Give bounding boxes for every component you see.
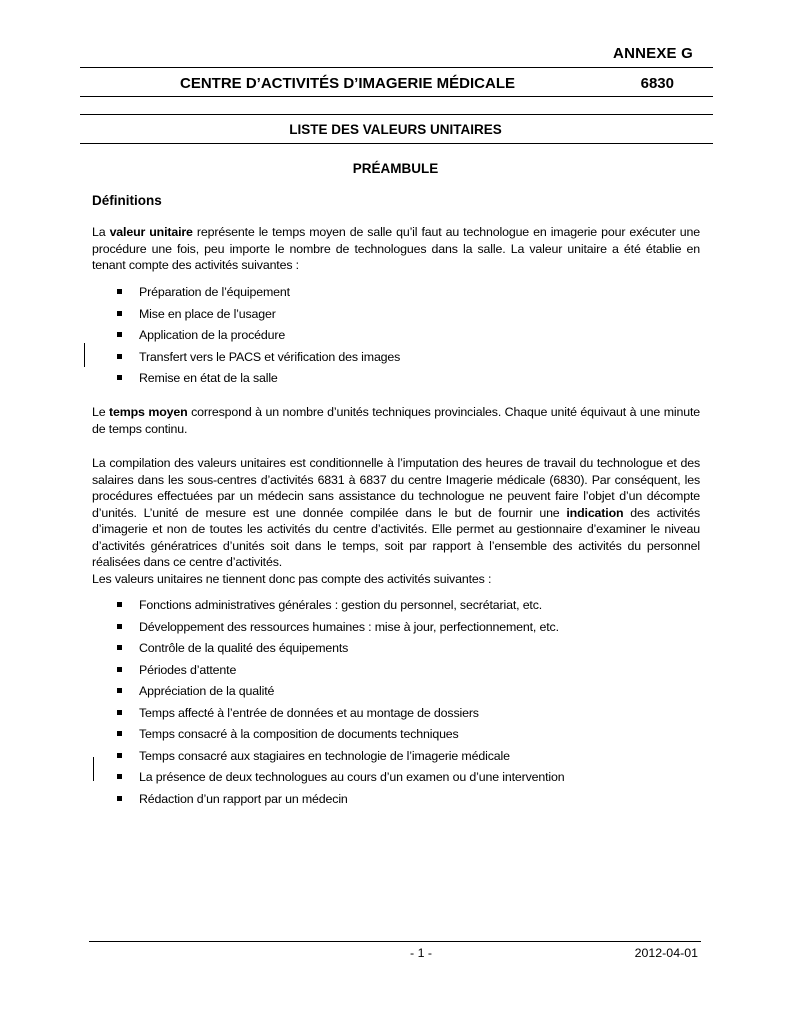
page-number: - 1 - — [410, 946, 433, 960]
definitions-heading: Définitions — [92, 193, 162, 208]
bullet-icon — [117, 624, 122, 629]
list-item — [117, 597, 697, 619]
activities-excluded-list — [117, 597, 697, 812]
list-item — [117, 370, 697, 392]
bullet-icon — [117, 774, 122, 779]
annexe-label: ANNEXE G — [613, 45, 693, 62]
para3-part2: des activités d’imagerie et non de toutes les activités du centre d’activités. Elle permet au gestionnaire d’examiner le niveau d’activités génératrices d’unités soit dans le temps, soit par rapport à l’ensemble des activités du personnel réalisées dans ce centre d’activités. — [92, 505, 700, 569]
bullet-icon — [117, 311, 122, 316]
section-title: LISTE DES VALEURS UNITAIRES — [289, 122, 502, 137]
list-item — [117, 640, 697, 662]
revision-date: 2012-04-01 — [634, 946, 698, 960]
footer-rule — [89, 941, 701, 942]
list-item — [117, 705, 697, 727]
list-item — [117, 748, 697, 770]
para2-rest: correspond à un nombre d’unités techniques provinciales. Chaque unité équivaut à une minute de temps continu. — [92, 405, 700, 436]
bullet-icon — [117, 710, 122, 715]
list-item-text: Développement des ressources humaines : mise à jour, perfectionnement, etc. — [139, 619, 559, 634]
list-item — [117, 619, 697, 641]
list-item — [117, 791, 697, 813]
bullet-icon — [117, 602, 122, 607]
paragraph-valeur-unitaire — [92, 224, 700, 274]
list-item — [117, 284, 697, 306]
bullet-icon — [117, 753, 122, 758]
list-item-text: Transfert vers le PACS et vérification des images — [139, 349, 401, 364]
list-item-text: Préparation de l’équipement — [139, 285, 290, 299]
list-item-text: Fonctions administratives générales : gestion du personnel, secrétariat, etc. — [139, 598, 543, 612]
list-item-text: Mise en place de l’usager — [139, 306, 276, 321]
paragraph-compilation — [92, 455, 700, 571]
bullet-icon — [117, 332, 122, 337]
list-item-text: La présence de deux technologues au cours d’un examen ou d’une intervention — [139, 770, 565, 784]
list-item-text: Contrôle de la qualité des équipements — [139, 641, 349, 655]
para1-rest: représente le temps moyen de salle qu’il faut au technologue en imagerie pour exécuter une procédure une fois, peu importe le nombre de technologues dans la salle. La valeur unitaire a été établie en tenant compte des activités suivantes : — [92, 225, 700, 272]
list-item — [117, 683, 697, 705]
list-item-text: Périodes d’attente — [139, 662, 237, 677]
header-top-rule — [80, 67, 713, 68]
paragraph-temps-moyen — [92, 404, 700, 437]
list-item-text: Application de la procédure — [139, 328, 286, 342]
bullet-icon — [117, 645, 122, 650]
section-bottom-rule — [80, 143, 713, 144]
list-item — [117, 769, 697, 791]
bullet-icon — [117, 667, 122, 672]
paragraph-exclusions-intro: Les valeurs unitaires ne tiennent donc pas compte des activités suivantes : — [92, 572, 492, 586]
preamble-heading: PRÉAMBULE — [352, 161, 439, 176]
para3-part1: La compilation des valeurs unitaires est conditionnelle à l’imputation des heures de travail du technologue et des salaires dans les sous-centres d’activités 6831 à 6837 du centre Imagerie médicale (6830). Par conséquent, les procédures effectuées par un médecin sans assistance du technologue ne peuvent faire l’objet d’un décompte d’unités. L’unité de mesure est une donnée compilée dans le but de fournir une — [92, 456, 700, 520]
list-item — [117, 306, 697, 328]
list-item — [117, 726, 697, 748]
list-item-text: Appréciation de la qualité — [139, 684, 275, 698]
para2-lead: Le — [92, 405, 110, 419]
bullet-icon — [117, 796, 122, 801]
activities-included-list — [117, 284, 697, 392]
term-valeur-unitaire: valeur unitaire — [109, 225, 193, 239]
list-item — [117, 327, 697, 349]
bullet-icon — [117, 289, 122, 294]
list-item-text: Temps affecté à l’entrée de données et au montage de dossiers — [139, 705, 479, 720]
term-temps-moyen: temps moyen — [109, 405, 188, 419]
list-item — [117, 349, 697, 371]
list-item-text: Temps consacré aux stagiaires en technologie de l’imagerie médicale — [139, 748, 510, 763]
header-bottom-rule — [80, 96, 713, 97]
list-item-text: Rédaction d’un rapport par un médecin — [139, 791, 348, 806]
section-top-rule — [80, 114, 713, 115]
bullet-icon — [117, 375, 122, 380]
list-item-text: Remise en état de la salle — [139, 371, 278, 385]
list-item-text: Temps consacré à la composition de documents techniques — [139, 727, 459, 741]
centre-code: 6830 — [640, 75, 674, 92]
revision-change-bar — [84, 343, 85, 367]
bullet-icon — [117, 731, 122, 736]
bullet-icon — [117, 354, 122, 359]
page-title: CENTRE D’ACTIVITÉS D’IMAGERIE MÉDICALE — [180, 75, 516, 92]
bullet-icon — [117, 688, 122, 693]
revision-change-bar — [93, 757, 94, 781]
list-item — [117, 662, 697, 684]
para1-lead: La — [92, 225, 110, 239]
term-indication: indication — [566, 505, 624, 520]
